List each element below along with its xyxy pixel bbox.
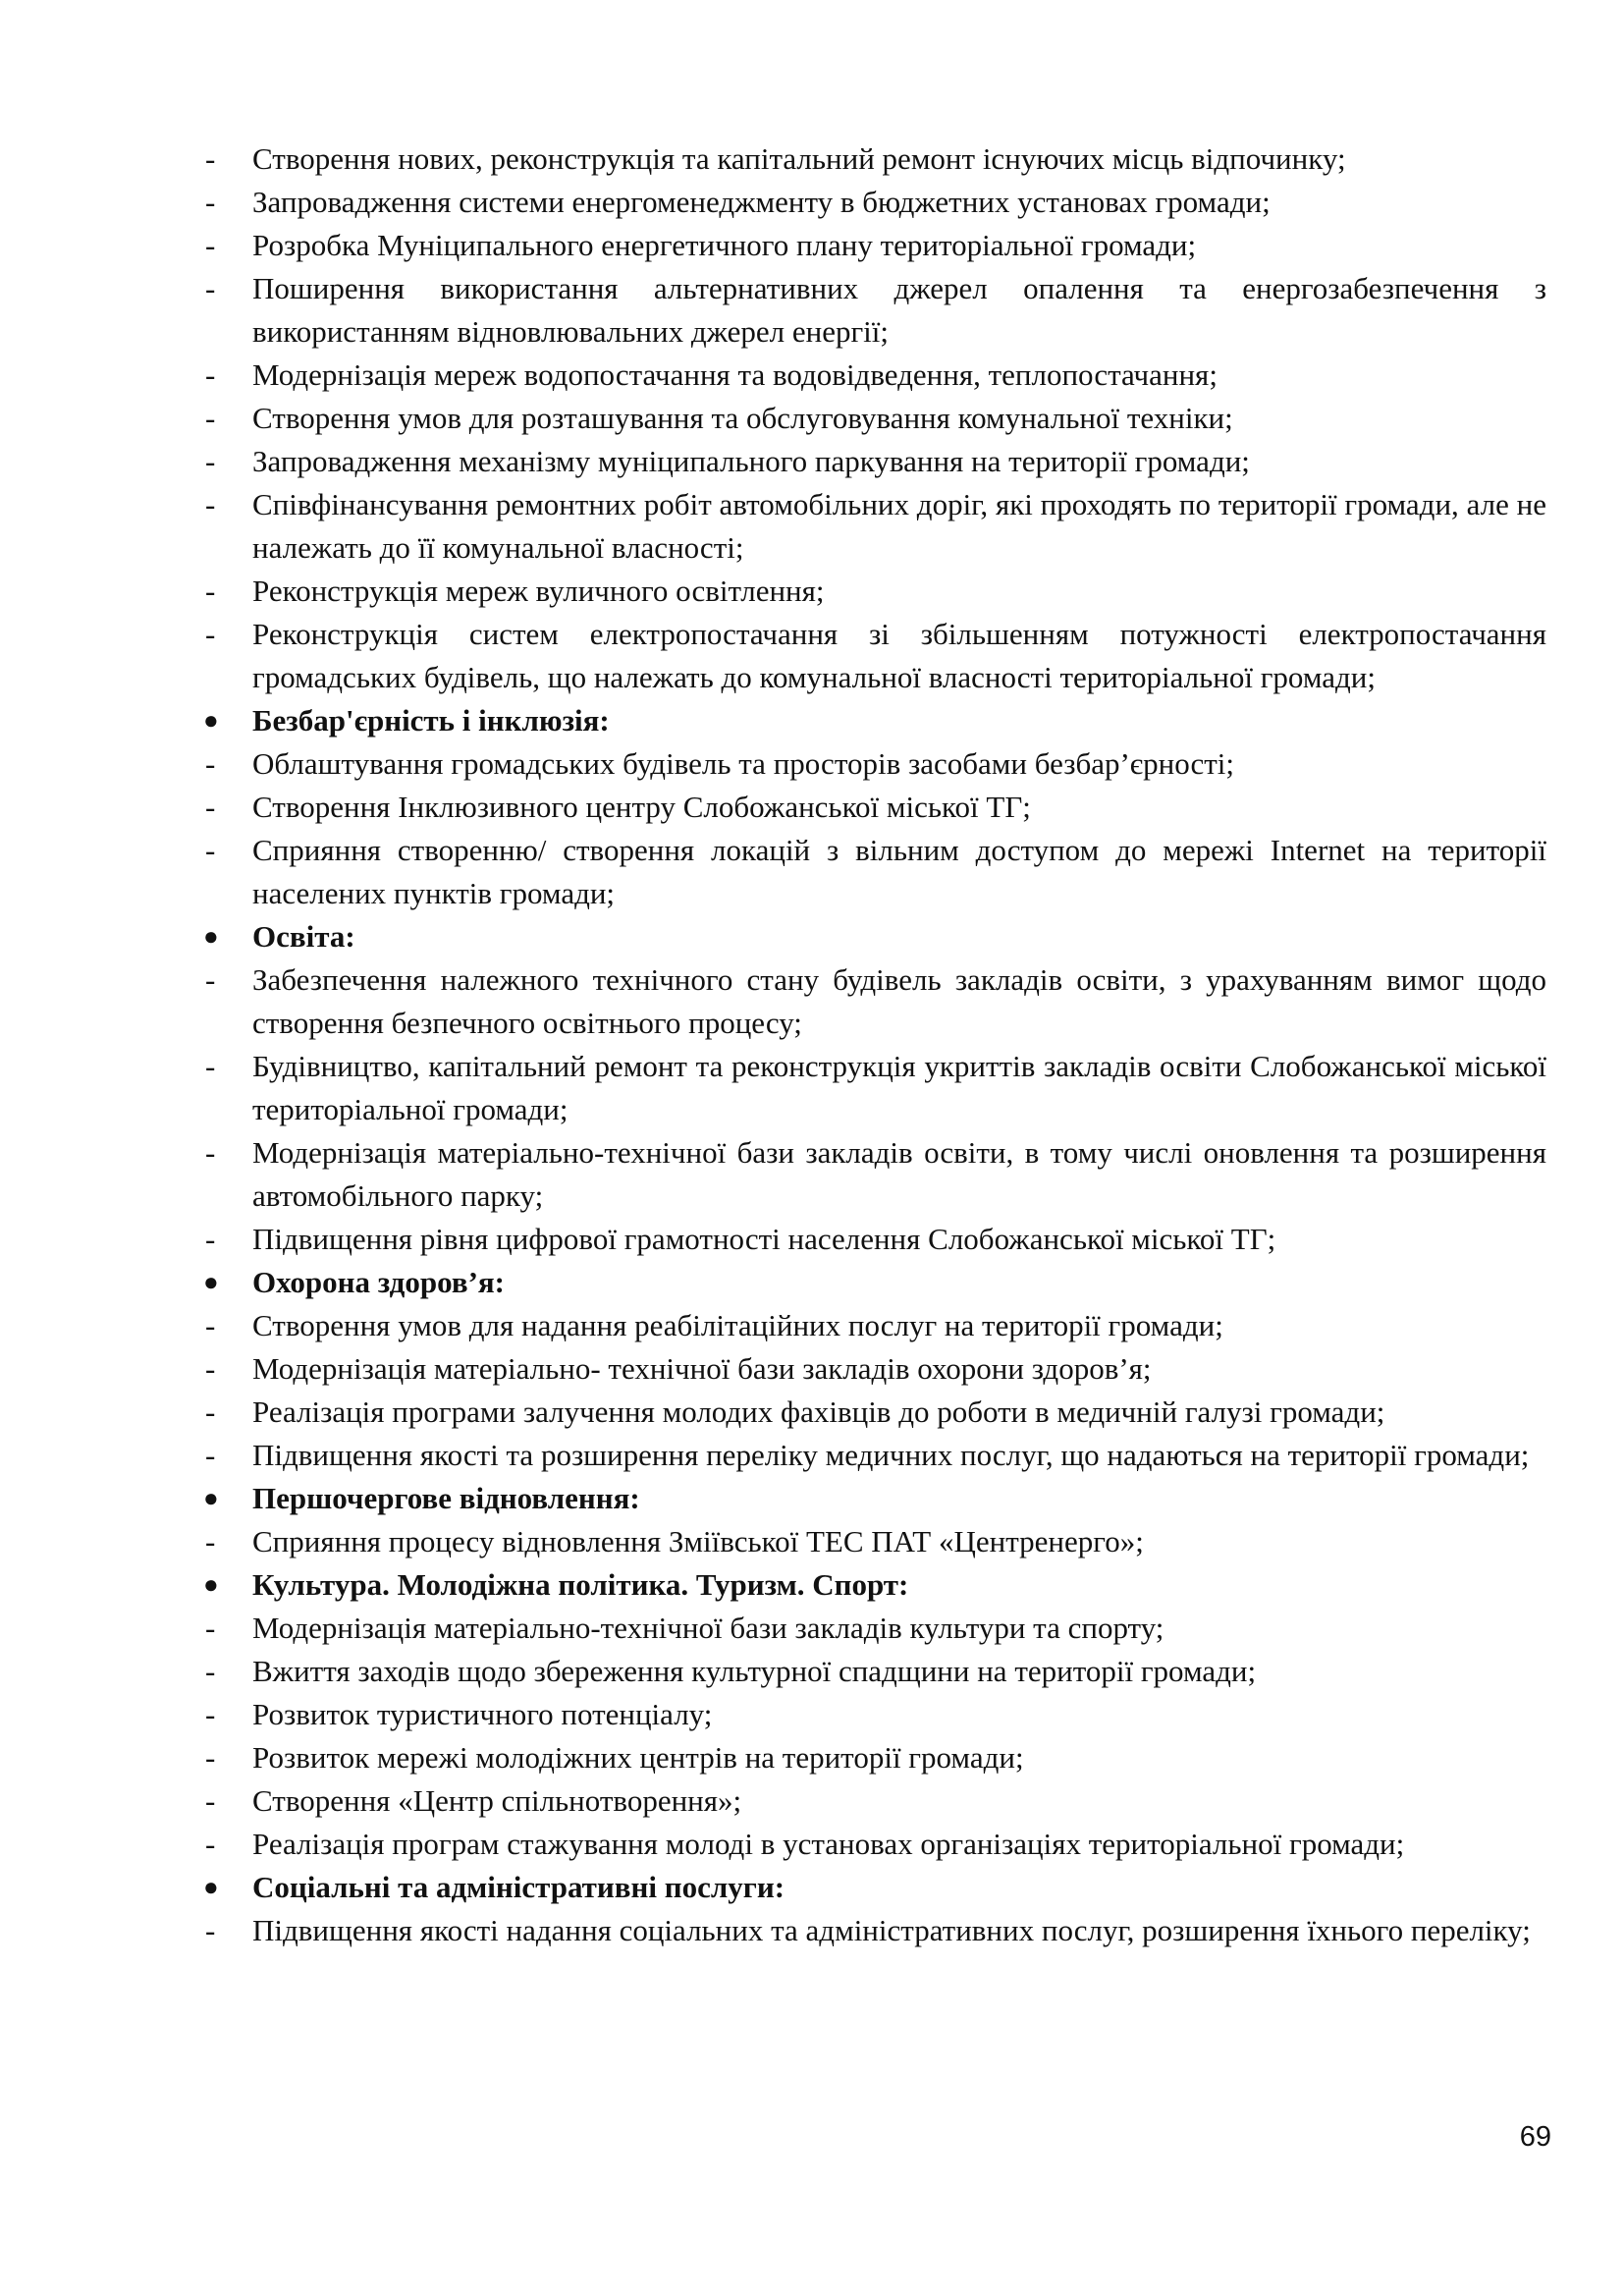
list-item bbox=[203, 1779, 1546, 1823]
section-heading bbox=[203, 915, 1546, 958]
list-item bbox=[203, 1434, 1546, 1477]
list-item-text: Облаштування громадських будівель та просторів засобами безбар’єрності; bbox=[252, 746, 1235, 781]
list-item-text: Створення нових, реконструкція та капітальний ремонт існуючих місць відпочинку; bbox=[252, 141, 1346, 176]
list-item bbox=[203, 1693, 1546, 1736]
dash-marker: - bbox=[205, 271, 216, 305]
section-heading-text: Освіта: bbox=[252, 919, 355, 954]
section-heading bbox=[203, 1866, 1546, 1909]
list-item-text: Підвищення рівня цифрової грамотності населення Слобожанської міської ТГ; bbox=[252, 1222, 1276, 1256]
list-item-text: Модернізація матеріально-технічної бази закладів культури та спорту; bbox=[252, 1611, 1164, 1645]
bullet-marker: ● bbox=[203, 1570, 219, 1599]
page-number: 69 bbox=[1519, 2121, 1551, 2153]
list-item-text: Запровадження механізму муніципального паркування на території громади; bbox=[252, 444, 1250, 478]
list-item-text: Будівництво, капітальний ремонт та реконструкція укриттів закладів освіти Слобожанської міської територіальної громади; bbox=[252, 1049, 1546, 1126]
list-item-text: Співфінансування ремонтних робіт автомобільних доріг, які проходять по території громади, але не належать до її комунальної власності; bbox=[252, 487, 1546, 565]
dash-marker: - bbox=[205, 357, 216, 392]
bullet-marker: ● bbox=[203, 1268, 219, 1296]
dash-marker: - bbox=[205, 1697, 216, 1731]
list-item-text: Реалізація програми залучення молодих фахівців до роботи в медичній галузі громади; bbox=[252, 1394, 1385, 1429]
list-item bbox=[203, 354, 1546, 397]
list-item-text: Створення умов для розташування та обслуговування комунальної техніки; bbox=[252, 401, 1233, 435]
list-item-text: Підвищення якості та розширення переліку медичних послуг, що надаються на території громади; bbox=[252, 1438, 1530, 1472]
list-item bbox=[203, 440, 1546, 483]
list-item-text: Сприяння створенню/ створення локацій з вільним доступом до мережі Internet на території населених пунктів громади; bbox=[252, 833, 1546, 910]
section-heading-text: Першочергове відновлення: bbox=[252, 1481, 640, 1515]
list-item bbox=[203, 1304, 1546, 1347]
list-item bbox=[203, 1650, 1546, 1693]
dash-marker: - bbox=[205, 1913, 216, 1947]
dash-marker: - bbox=[205, 962, 216, 997]
dash-marker: - bbox=[205, 1740, 216, 1775]
list-item-text: Забезпечення належного технічного стану будівель закладів освіти, з урахуванням вимог щодо створення безпечного освітнього процесу; bbox=[252, 962, 1546, 1040]
list-item-text: Реконструкція мереж вуличного освітлення; bbox=[252, 574, 825, 608]
dash-marker: - bbox=[205, 1351, 216, 1386]
section-heading-text: Соціальні та адміністративні послуги: bbox=[252, 1870, 785, 1904]
list-item bbox=[203, 181, 1546, 224]
list-item bbox=[203, 1736, 1546, 1779]
section-heading bbox=[203, 1477, 1546, 1520]
list-item bbox=[203, 1823, 1546, 1866]
list-item bbox=[203, 483, 1546, 570]
section-heading bbox=[203, 699, 1546, 742]
bullet-marker: ● bbox=[203, 922, 219, 951]
list-item bbox=[203, 1131, 1546, 1218]
dash-marker: - bbox=[205, 574, 216, 608]
dash-marker: - bbox=[205, 833, 216, 867]
dash-marker: - bbox=[205, 1222, 216, 1256]
list-item bbox=[203, 1607, 1546, 1650]
dash-marker: - bbox=[205, 746, 216, 781]
dash-marker: - bbox=[205, 1827, 216, 1861]
list-item bbox=[203, 1391, 1546, 1434]
dash-marker: - bbox=[205, 1524, 216, 1558]
list-item bbox=[203, 1909, 1546, 1952]
list-item-text: Модернізація мереж водопостачання та водовідведення, теплопостачання; bbox=[252, 357, 1218, 392]
dash-marker: - bbox=[205, 1783, 216, 1818]
list-item bbox=[203, 958, 1546, 1045]
bullet-marker: ● bbox=[203, 706, 219, 735]
list-item bbox=[203, 1045, 1546, 1131]
list-item-text: Поширення використання альтернативних джерел опалення та енергозабезпечення з використанням відновлювальних джерел енергії; bbox=[252, 271, 1546, 349]
dash-marker: - bbox=[205, 1438, 216, 1472]
list-item bbox=[203, 1347, 1546, 1391]
dash-marker: - bbox=[205, 790, 216, 824]
list-item-text: Створення Інклюзивного центру Слобожанської міської ТГ; bbox=[252, 790, 1031, 824]
section-heading-text: Охорона здоров’я: bbox=[252, 1265, 505, 1299]
document-body bbox=[203, 137, 1546, 1952]
list-item-text: Створення «Центр спільнотворення»; bbox=[252, 1783, 742, 1818]
list-item bbox=[203, 742, 1546, 786]
list-item-text: Розвиток туристичного потенціалу; bbox=[252, 1697, 713, 1731]
list-item bbox=[203, 570, 1546, 613]
dash-marker: - bbox=[205, 1308, 216, 1342]
dash-marker: - bbox=[205, 1135, 216, 1170]
list-item bbox=[203, 786, 1546, 829]
list-item bbox=[203, 224, 1546, 267]
list-item bbox=[203, 1218, 1546, 1261]
bullet-marker: ● bbox=[203, 1484, 219, 1512]
section-heading-text: Культура. Молодіжна політика. Туризм. Спорт: bbox=[252, 1567, 909, 1602]
dash-marker: - bbox=[205, 1049, 216, 1083]
list-item-text: Запровадження системи енергоменеджменту в бюджетних установах громади; bbox=[252, 185, 1271, 219]
list-item bbox=[203, 829, 1546, 915]
list-item-text: Реалізація програм стажування молоді в установах організаціях територіальної громади; bbox=[252, 1827, 1405, 1861]
list-item-text: Модернізація матеріально- технічної бази закладів охорони здоров’я; bbox=[252, 1351, 1152, 1386]
section-heading bbox=[203, 1563, 1546, 1607]
list-item-text: Реконструкція систем електропостачання зі збільшенням потужності електропостачання громадських будівель, що належать до комунальної власності територіальної громади; bbox=[252, 617, 1546, 694]
list-item-text: Розвиток мережі молодіжних центрів на території громади; bbox=[252, 1740, 1024, 1775]
list-item-text: Модернізація матеріально-технічної бази закладів освіти, в тому числі оновлення та розширення автомобільного парку; bbox=[252, 1135, 1546, 1213]
dash-marker: - bbox=[205, 401, 216, 435]
dash-marker: - bbox=[205, 1654, 216, 1688]
dash-marker: - bbox=[205, 487, 216, 521]
dash-marker: - bbox=[205, 1611, 216, 1645]
list-item-text: Вжиття заходів щодо збереження культурної спадщини на території громади; bbox=[252, 1654, 1257, 1688]
dash-marker: - bbox=[205, 185, 216, 219]
dash-marker: - bbox=[205, 141, 216, 176]
list-item-text: Створення умов для надання реабілітаційних послуг на території громади; bbox=[252, 1308, 1223, 1342]
list-item-text: Підвищення якості надання соціальних та адміністративних послуг, розширення їхнього переліку; bbox=[252, 1913, 1531, 1947]
dash-marker: - bbox=[205, 617, 216, 651]
section-heading bbox=[203, 1261, 1546, 1304]
list-item bbox=[203, 1520, 1546, 1563]
dash-marker: - bbox=[205, 228, 216, 262]
list-item bbox=[203, 613, 1546, 699]
dash-marker: - bbox=[205, 444, 216, 478]
list-item-text: Розробка Муніципального енергетичного плану територіальної громади; bbox=[252, 228, 1197, 262]
list-item-text: Сприяння процесу відновлення Зміївської ТЕС ПАТ «Центренерго»; bbox=[252, 1524, 1144, 1558]
bullet-marker: ● bbox=[203, 1873, 219, 1901]
list-item bbox=[203, 137, 1546, 181]
list-item bbox=[203, 397, 1546, 440]
section-heading-text: Безбар'єрність і інклюзія: bbox=[252, 703, 610, 738]
dash-marker: - bbox=[205, 1394, 216, 1429]
list-item bbox=[203, 267, 1546, 354]
